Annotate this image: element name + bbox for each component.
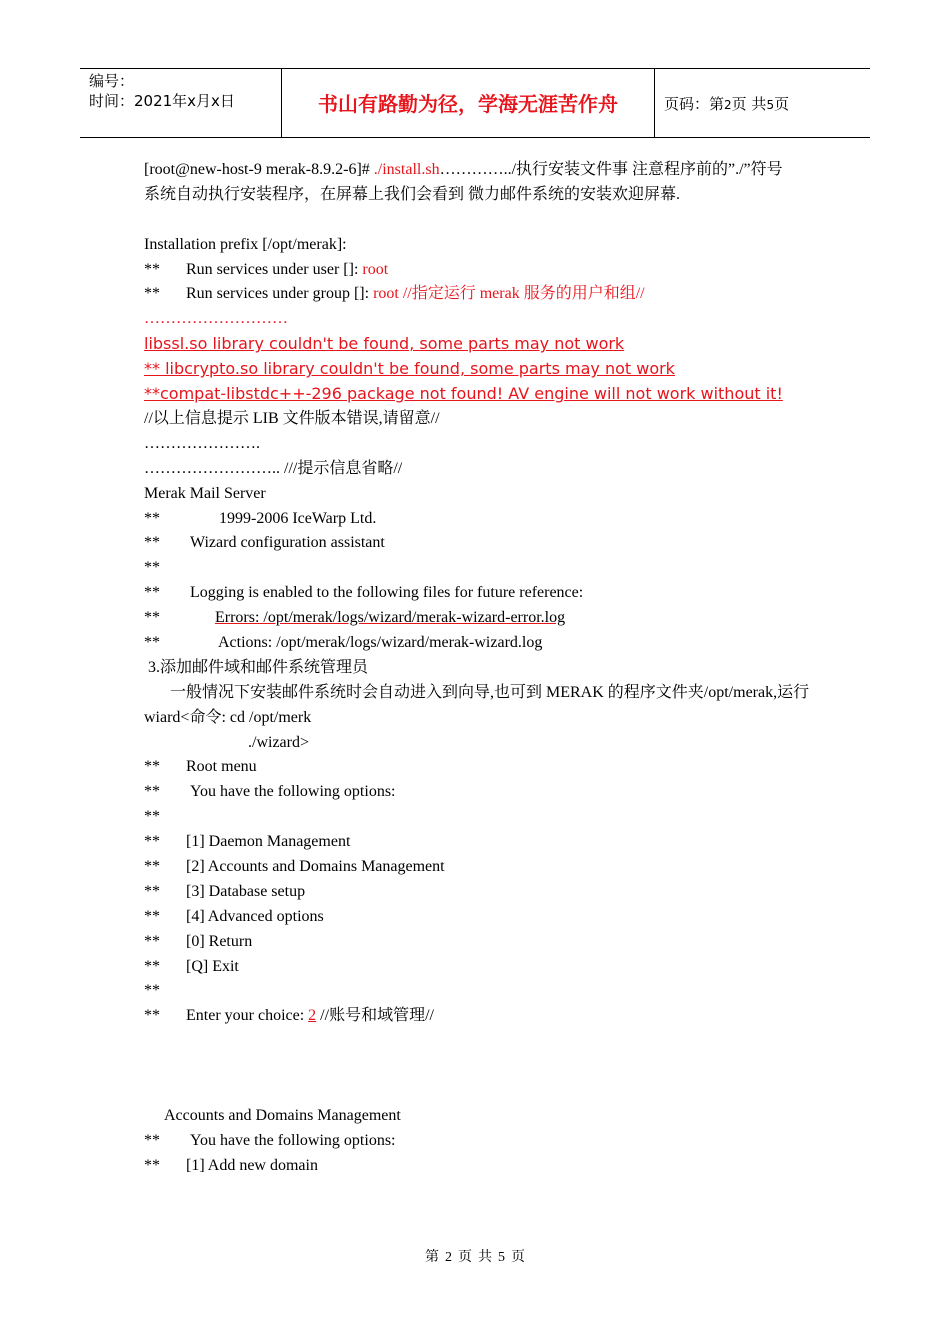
terminal-line: ** Run services under user []: root [144,260,389,278]
terminal-line: ** Actions: /opt/merak/logs/wizard/merak-wizard.log [144,633,543,651]
terminal-line: ** [144,982,160,1000]
terminal-line: ** [144,808,160,826]
menu-option: ** [0] Return [144,932,253,950]
terminal-line: ./wizard> [248,733,309,751]
page-header [80,68,870,138]
terminal-line: Installation prefix [/opt/merak]: [144,235,347,253]
section-heading: 3.添加邮件域和邮件系统管理员 [148,658,369,676]
error-line: **compat-libstdc++-296 package not found! AV engine will not work without it! [144,384,783,404]
page-footer: 第 2 页 共 5 页 [425,1250,525,1265]
install-command-line: [root@new-host-9 merak-8.9.2-6]# ./install.sh…………../执行安装文件事 注意程序前的”./”符号 [144,161,783,178]
document-date: 时间：2021年x月x日 [89,92,235,110]
terminal-line: ** [144,559,160,577]
menu-option: ** [3] Database setup [144,882,306,900]
ellipsis-line: …………………….. ///提示信息省略// [144,459,403,477]
error-line: libssl.so library couldn't be found, some parts may not work [144,334,625,354]
paragraph: 一般情况下安装邮件系统时会自动进入到向导,也可到 MERAK 的程序文件夹/opt/merak,运行 wiard<命令: cd /opt/merk [144,683,810,726]
header-divider [654,69,655,137]
paragraph: 系统自动执行安装程序，在屏幕上我们会看到 微力邮件系统的安装欢迎屏幕. [144,185,681,203]
menu-option: ** [1] Add new domain [144,1156,318,1174]
terminal-line: ** Run services under group []: root //指定运行 merak 服务的用户和组// [144,285,645,303]
error-line: ** libcrypto.so library couldn't be found, some parts may not work [144,359,675,379]
terminal-line: Accounts and Domains Management [164,1106,401,1124]
document-body [144,158,814,1179]
terminal-line: ** Root menu [144,758,257,776]
terminal-line: ** 1999-2006 IceWarp Ltd. [144,509,377,527]
terminal-line: ** You have the following options: [144,783,396,801]
terminal-line: Merak Mail Server [144,484,266,502]
terminal-line: ** Errors: /opt/merak/logs/wizard/merak-wizard-error.log [144,609,566,627]
header-page-info: 页码：第2页 共5页 [664,95,790,113]
terminal-line: ** Logging is enabled to the following files for future reference: [144,584,584,602]
menu-option: ** [2] Accounts and Domains Management [144,858,445,875]
terminal-line: ** Wizard configuration assistant [144,534,385,552]
header-motto: 书山有路勤为径，学海无涯苦作舟 [318,92,618,116]
note-line: //以上信息提示 LIB 文件版本错误,请留意// [144,409,440,427]
terminal-line: ** You have the following options: [144,1131,396,1149]
ellipsis-line: ……………………… [144,310,288,328]
ellipsis-line: …………………. [144,434,260,452]
menu-option: ** [4] Advanced options [144,907,324,925]
header-meta [89,71,279,111]
document-number-label: 编号： [89,72,135,90]
menu-option: ** [Q] Exit [144,957,239,975]
menu-option: ** [1] Daemon Management [144,833,351,851]
terminal-line: ** Enter your choice: 2 //账号和域管理// [144,1007,434,1025]
